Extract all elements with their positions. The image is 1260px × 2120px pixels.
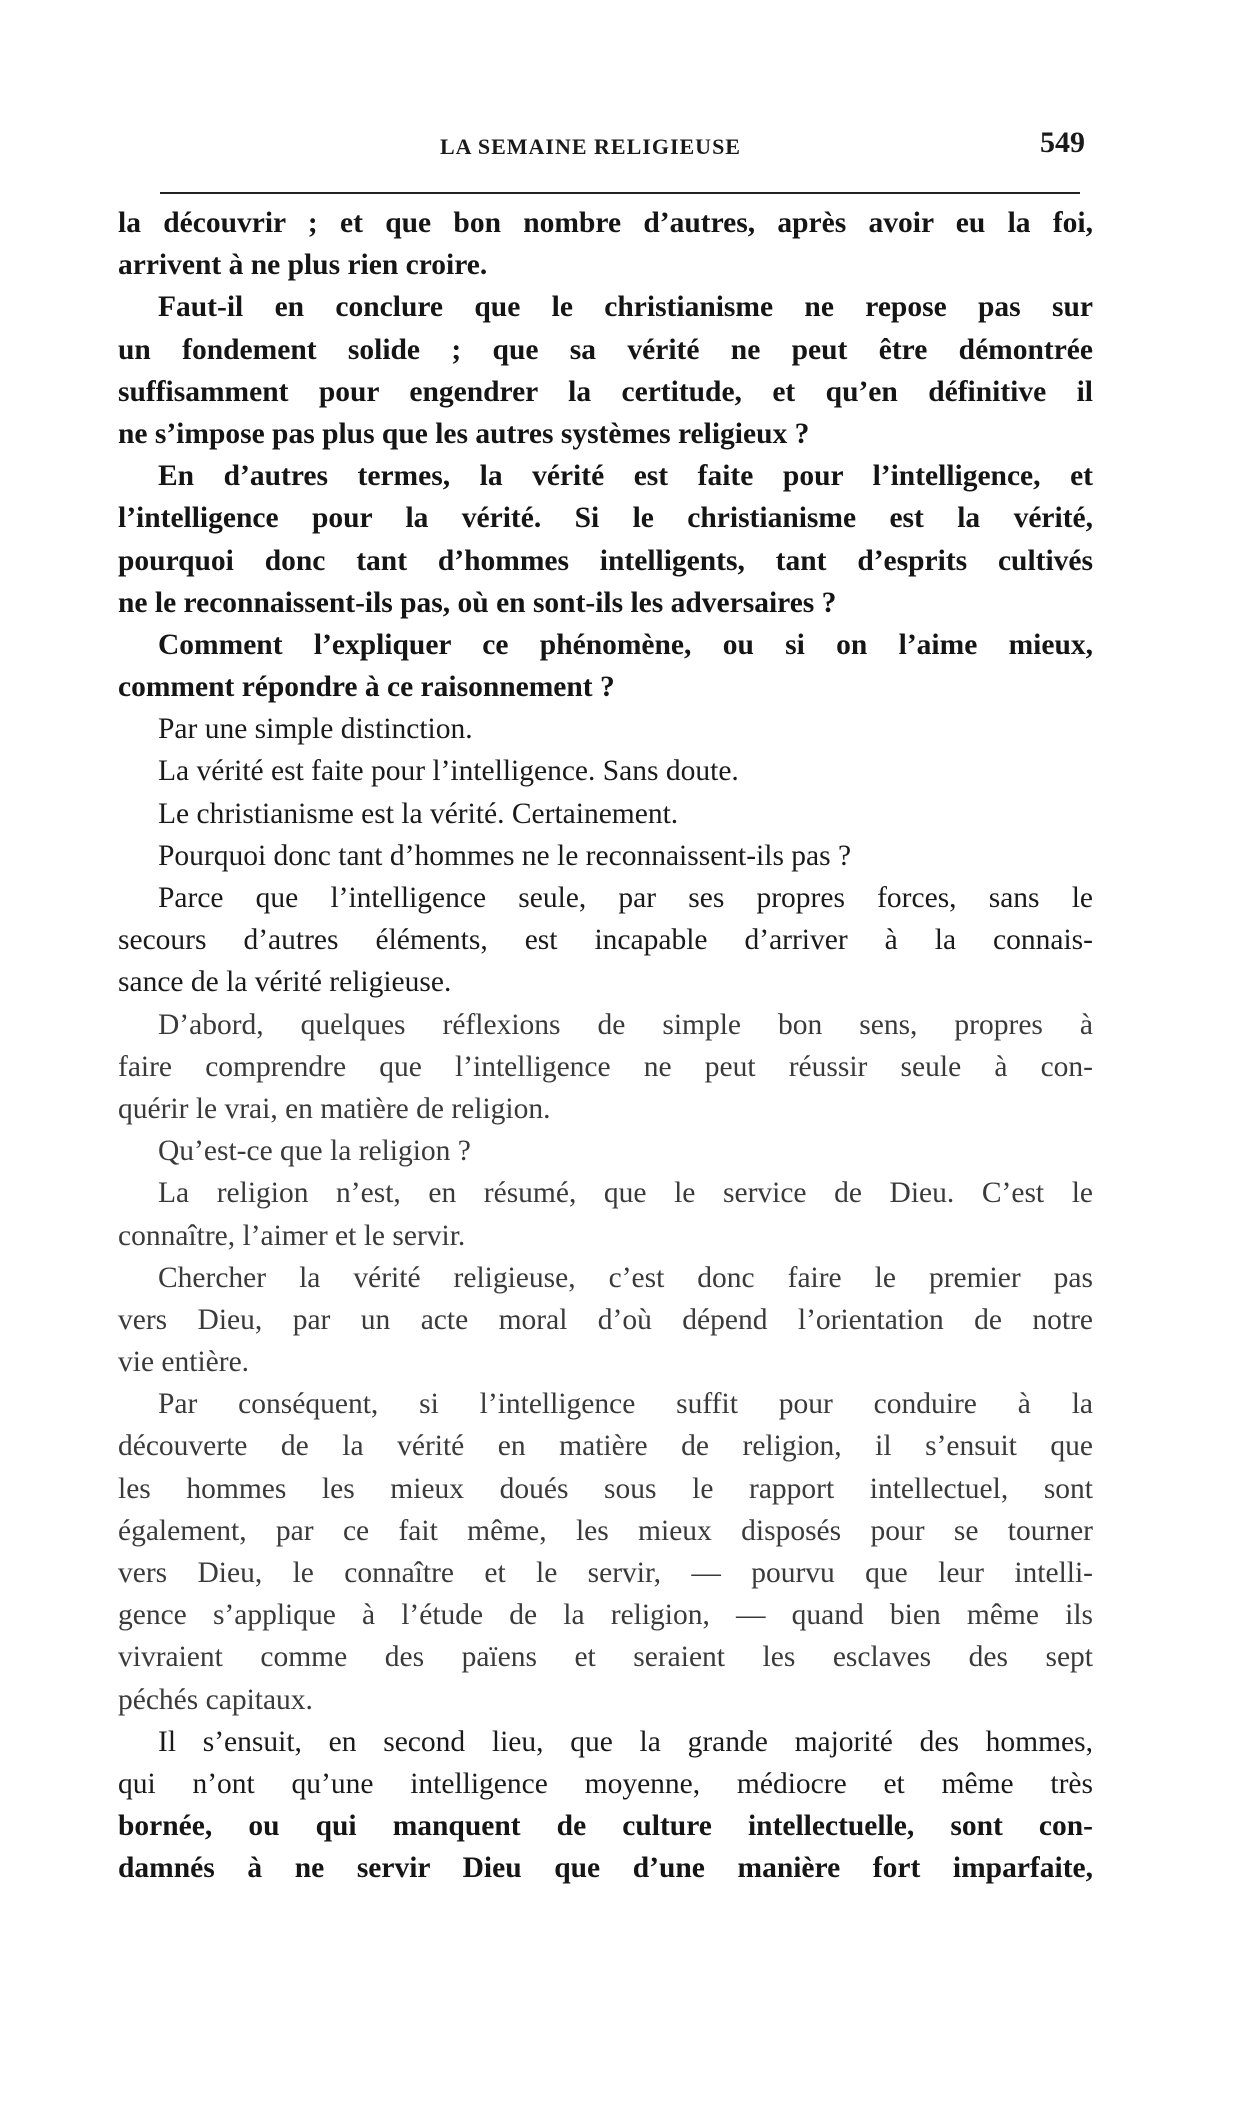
paragraph-start: Comment l’expliquer ce phénomène, ou si on l’aime mieux,	[158, 628, 1093, 661]
text-line: vers Dieu, le connaître et le servir, — pourvu que leur intelli-	[118, 1557, 1093, 1589]
paragraph-start: Il s’ensuit, en second lieu, que la grande majorité des hommes,	[158, 1725, 1093, 1758]
text-line: découverte de la vérité en matière de religion, il s’ensuit que	[118, 1430, 1093, 1463]
paragraph-start: Pourquoi donc tant d’hommes ne le reconnaissent-ils pas ?	[158, 839, 852, 872]
text-line: les hommes les mieux doués sous le rapport intellectuel, sont	[118, 1472, 1093, 1505]
text-line: vivraient comme des païens et seraient les esclaves des sept	[118, 1641, 1093, 1674]
text-line: sance de la vérité religieuse.	[118, 966, 452, 999]
paragraph-start: Le christianisme est la vérité. Certainement.	[158, 797, 679, 830]
text-line: damnés à ne servir Dieu que d’une manière fort imparfaite,	[118, 1852, 1093, 1885]
text-line: faire comprendre que l’intelligence ne peut réussir seule à con-	[118, 1050, 1093, 1083]
paragraph-start: La religion n’est, en résumé, que le service de Dieu. C’est le	[158, 1177, 1093, 1210]
running-title: LA SEMAINE RELIGIEUSE	[440, 134, 741, 159]
paragraph-start: La vérité est faite pour l’intelligence. Sans doute.	[158, 755, 739, 788]
text-line: suffisamment pour engendrer la certitude, et qu’en définitive il	[118, 375, 1093, 408]
paragraph-start: Faut-il en conclure que le christianisme ne repose pas sur	[158, 291, 1093, 324]
running-header	[155, 126, 1085, 176]
text-line: connaître, l’aimer et le servir.	[118, 1219, 466, 1252]
text-line: pourquoi donc tant d’hommes intelligents, tant d’esprits cultivés	[118, 544, 1093, 577]
text-line: secours d’autres éléments, est incapable d’arriver à la connais-	[118, 924, 1093, 957]
text-line: l’intelligence pour la vérité. Si le christianisme est la vérité,	[118, 502, 1093, 535]
text-line: quérir le vrai, en matière de religion.	[118, 1092, 551, 1125]
paragraph-start: D’abord, quelques réflexions de simple bon sens, propres à	[158, 1008, 1093, 1041]
text-line: qui n’ont qu’une intelligence moyenne, médiocre et même très	[118, 1767, 1093, 1800]
page-number: 549	[1040, 126, 1085, 159]
header-rule	[160, 192, 1080, 194]
text-line: ne s’impose pas plus que les autres systèmes religieux ?	[118, 417, 810, 450]
paragraph-start: Par conséquent, si l’intelligence suffit pour conduire à la	[158, 1388, 1093, 1421]
text-line: la découvrir ; et que bon nombre d’autres, après avoir eu la foi,	[118, 207, 1093, 239]
paragraph-start: Chercher la vérité religieuse, c’est donc faire le premier pas	[158, 1261, 1093, 1294]
text-line: vie entière.	[118, 1346, 250, 1379]
paragraph-start: En d’autres termes, la vérité est faite pour l’intelligence, et	[158, 460, 1093, 493]
paragraph-start: Qu’est-ce que la religion ?	[158, 1135, 471, 1168]
paragraph-start: Parce que l’intelligence seule, par ses propres forces, sans le	[158, 882, 1093, 914]
text-line: péchés capitaux.	[118, 1683, 313, 1716]
text-line: également, par ce fait même, les mieux disposés pour se tourner	[118, 1514, 1093, 1547]
text-line: bornée, ou qui manquent de culture intellectuelle, sont con-	[118, 1810, 1093, 1843]
text-line: arrivent à ne plus rien croire.	[118, 249, 488, 282]
text-line: comment répondre à ce raisonnement ?	[118, 671, 615, 704]
body-text	[118, 202, 1093, 1890]
text-line: gence s’applique à l’étude de la religion, — quand bien même ils	[118, 1599, 1093, 1632]
text-line: vers Dieu, par un acte moral d’où dépend l’orientation de notre	[118, 1303, 1093, 1336]
text-line: ne le reconnaissent-ils pas, où en sont-ils les adversaires ?	[118, 586, 837, 619]
text-line: un fondement solide ; que sa vérité ne peut être démontrée	[118, 333, 1093, 366]
paragraph-start: Par une simple distinction.	[158, 713, 473, 746]
